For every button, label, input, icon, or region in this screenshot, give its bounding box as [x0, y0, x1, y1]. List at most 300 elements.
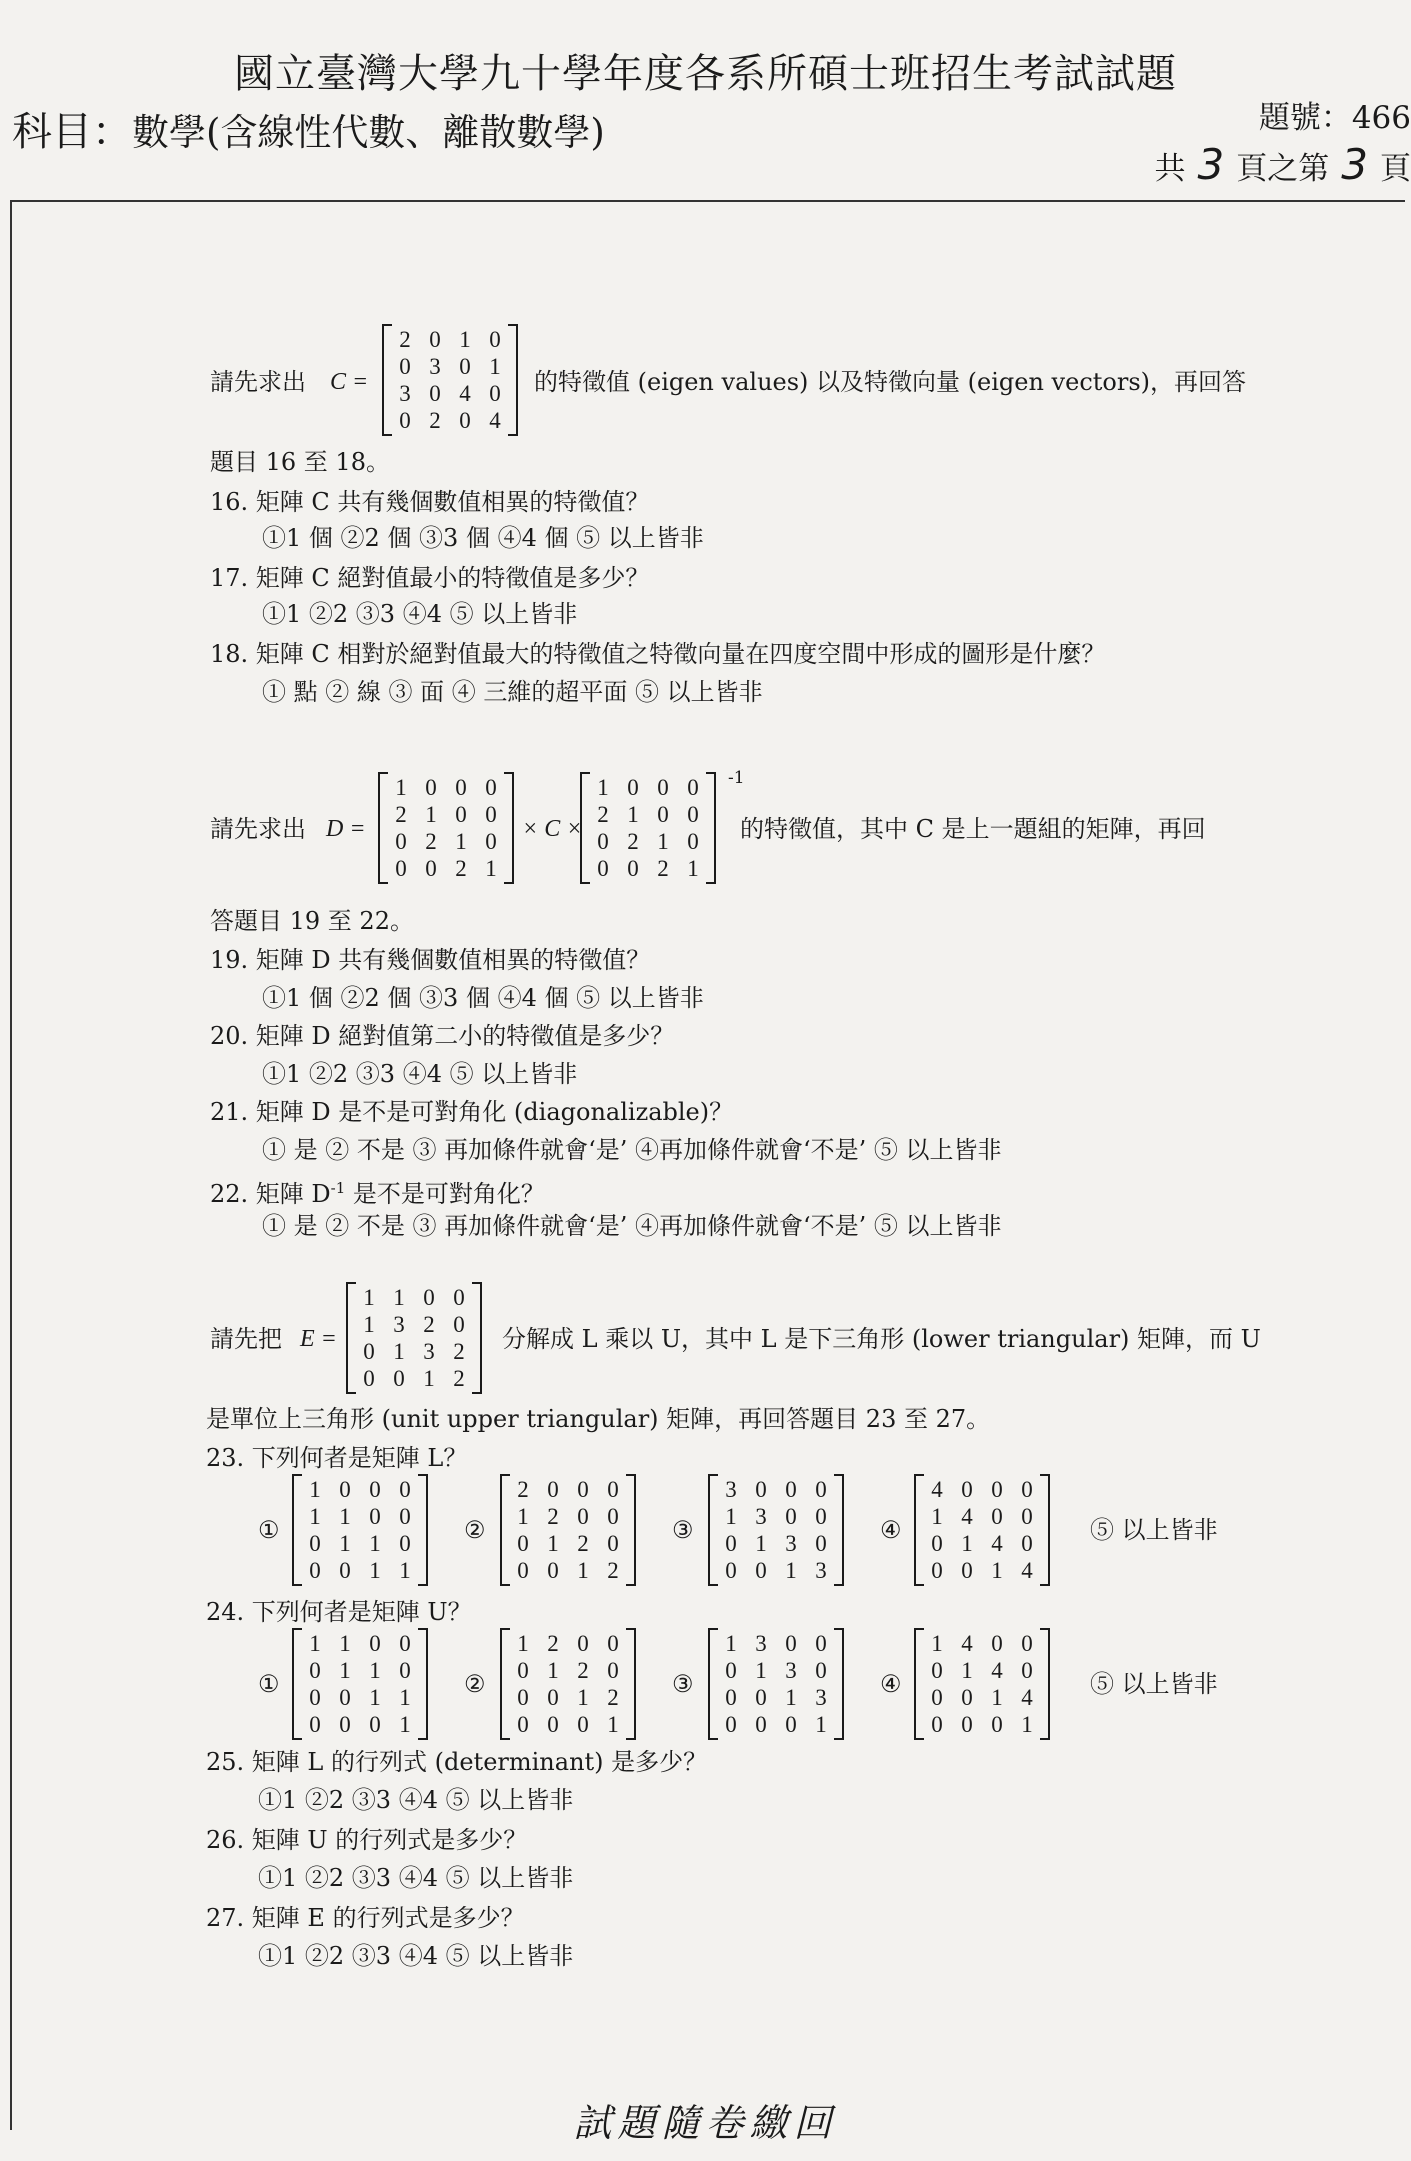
matrix-cell: 4 [991, 1657, 1003, 1683]
question-22 [210, 1172, 545, 1210]
matrix-cell: 1 [755, 1657, 767, 1683]
bracket-serif [380, 772, 388, 774]
q23-opt5: ⑤ 以上皆非 [1090, 1516, 1218, 1544]
matrix-cell: 0 [309, 1657, 321, 1683]
matrix-cell: 1 [1021, 1711, 1033, 1737]
question-22-options: ① 是 ② 不是 ③ 再加條件就會‘是’ ④再加條件就會‘不是’ ⑤ 以上皆非 [262, 1212, 1002, 1240]
bracket-serif [626, 1628, 634, 1630]
matrix-cell: 0 [339, 1684, 351, 1710]
matrix-cell: 3 [725, 1476, 737, 1502]
question-22-pre: 22. 矩陣 D [210, 1180, 331, 1208]
matrix-cell: 4 [991, 1530, 1003, 1556]
matrix-cell: 0 [485, 828, 497, 854]
matrix-cell: 1 [991, 1557, 1003, 1583]
matrix-cell: 4 [459, 380, 471, 406]
matrix-cell: 0 [577, 1630, 589, 1656]
bracket-serif [626, 1474, 634, 1476]
matrix-cell: 0 [725, 1557, 737, 1583]
matrix-cell: 0 [931, 1711, 943, 1737]
bracket-serif [626, 1584, 634, 1586]
matrix-cell: 4 [931, 1476, 943, 1502]
matrix-cell: 2 [577, 1530, 589, 1556]
bracket-serif [504, 882, 512, 884]
subject-label: 科目： [12, 109, 132, 155]
bracket-serif [710, 1628, 718, 1630]
matrix-cell: 1 [399, 1557, 411, 1583]
bracket-serif [418, 1474, 426, 1476]
matrix-cell: 0 [755, 1711, 767, 1737]
question-21-options: ① 是 ② 不是 ③ 再加條件就會‘是’ ④再加條件就會‘不是’ ⑤ 以上皆非 [262, 1136, 1002, 1164]
matrix-cell: 0 [309, 1557, 321, 1583]
matrix-cell: 0 [1021, 1530, 1033, 1556]
matrix-cell: 1 [547, 1657, 559, 1683]
question-16-options: ①1 個 ②2 個 ③3 個 ④4 個 ⑤ 以上皆非 [262, 524, 704, 552]
matrix-cell: 1 [369, 1684, 381, 1710]
bracket-serif [710, 1584, 718, 1586]
matrix-cell: 1 [363, 1311, 375, 1337]
matrix-cell: 0 [607, 1503, 619, 1529]
matrix-cell: 0 [363, 1338, 375, 1364]
matrix-cell: 0 [991, 1503, 1003, 1529]
matrix-cell: 1 [309, 1476, 321, 1502]
matrix-cell: 1 [339, 1530, 351, 1556]
pages-suffix: 頁 [1380, 151, 1411, 187]
c-intro-cont: 題目 16 至 18。 [210, 448, 390, 476]
matrix-e [346, 1282, 482, 1394]
matrix-cell: 1 [399, 1684, 411, 1710]
matrix-cell: 0 [755, 1476, 767, 1502]
pages-prefix: 共 [1154, 151, 1186, 187]
bracket-serif [1040, 1584, 1048, 1586]
q24-opt5: ⑤ 以上皆非 [1090, 1670, 1218, 1698]
question-25-options: ①1 ②2 ③3 ④4 ⑤ 以上皆非 [258, 1786, 574, 1814]
matrix-cell: 0 [547, 1476, 559, 1502]
question-22-sup: -1 [330, 1179, 346, 1197]
matrix-cell: 1 [369, 1657, 381, 1683]
matrix-cell: 0 [961, 1711, 973, 1737]
matrix-cell: 1 [339, 1657, 351, 1683]
matrix-cell: 0 [489, 326, 501, 352]
matrix-cell: 2 [627, 828, 639, 854]
matrix-cell: 0 [547, 1684, 559, 1710]
bracket-serif [418, 1738, 426, 1740]
matrix-cell: 0 [363, 1365, 375, 1391]
bracket-serif [626, 1738, 634, 1740]
matrix-cell: 1 [339, 1503, 351, 1529]
bracket-serif [916, 1584, 924, 1586]
bracket-serif [582, 882, 590, 884]
matrix-cell: 0 [755, 1557, 767, 1583]
matrix-cell: 1 [369, 1530, 381, 1556]
matrix-cell: 0 [785, 1503, 797, 1529]
matrix-cell: 0 [991, 1630, 1003, 1656]
matrix-cell: 3 [815, 1557, 827, 1583]
matrix-cell: 4 [489, 407, 501, 433]
matrix-cell: 0 [395, 828, 407, 854]
matrix-cell: 2 [547, 1503, 559, 1529]
question-26-options: ①1 ②2 ③3 ④4 ⑤ 以上皆非 [258, 1864, 574, 1892]
matrix-cell: 0 [453, 1311, 465, 1337]
matrix-cell: 0 [339, 1711, 351, 1737]
matrix-cell: 0 [369, 1503, 381, 1529]
matrix-cell: 1 [931, 1503, 943, 1529]
question-19-options: ①1 個 ②2 個 ③3 個 ④4 個 ⑤ 以上皆非 [262, 984, 704, 1012]
c-intro-pre: 請先求出 [210, 368, 306, 396]
q24-opt4-marker: ④ [880, 1670, 902, 1698]
matrix-cell: 0 [517, 1557, 529, 1583]
matrix-cell: 1 [687, 855, 699, 881]
matrix-cell: 4 [961, 1630, 973, 1656]
matrix-cell: 0 [725, 1711, 737, 1737]
question-code: 題號：466 [1258, 100, 1411, 136]
matrix-cell: 0 [725, 1684, 737, 1710]
matrix-cell: 0 [399, 353, 411, 379]
matrix-cell: 3 [785, 1657, 797, 1683]
question-24: 24. 下列何者是矩陣 U？ [206, 1598, 472, 1626]
matrix-cell: 0 [931, 1657, 943, 1683]
matrix-d-left [378, 772, 514, 884]
subject-line [12, 100, 605, 157]
bracket-serif [582, 772, 590, 774]
exam-title: 國立臺灣大學九十學年度各系所碩士班招生考試試題 [234, 51, 1177, 97]
matrix-cell: 4 [961, 1503, 973, 1529]
bracket-serif [916, 1474, 924, 1476]
question-17-options: ①1 ②2 ③3 ④4 ⑤ 以上皆非 [262, 600, 578, 628]
matrix-cell: 1 [725, 1630, 737, 1656]
matrix-cell: 0 [931, 1684, 943, 1710]
matrix-cell: 3 [755, 1503, 767, 1529]
subject-value: 數學(含線性代數、離散數學) [132, 111, 605, 154]
matrix-cell: 1 [395, 774, 407, 800]
matrix-cell: 3 [429, 353, 441, 379]
matrix-cell: 0 [485, 801, 497, 827]
q24-opt3-marker: ③ [672, 1670, 694, 1698]
matrix-cell: 1 [547, 1530, 559, 1556]
q24-matrix-4 [914, 1628, 1050, 1740]
pages-mid: 頁之第 [1236, 151, 1330, 187]
matrix-cell: 0 [517, 1711, 529, 1737]
matrix-cell: 0 [399, 1476, 411, 1502]
question-22-post: 是不是可對角化？ [345, 1180, 545, 1208]
question-20: 20. 矩陣 D 絕對值第二小的特徵值是多少？ [210, 1022, 675, 1050]
matrix-cell: 1 [785, 1557, 797, 1583]
bracket-serif [1040, 1474, 1048, 1476]
bracket-serif [710, 1738, 718, 1740]
matrix-cell: 0 [425, 774, 437, 800]
bracket-serif [294, 1628, 302, 1630]
q24-matrix-3 [708, 1628, 844, 1740]
matrix-cell: 0 [399, 1630, 411, 1656]
matrix-cell: 4 [1021, 1684, 1033, 1710]
q23-opt4-marker: ④ [880, 1516, 902, 1544]
matrix-cell: 0 [1021, 1630, 1033, 1656]
q23-matrix-3 [708, 1474, 844, 1586]
matrix-cell: 0 [453, 1284, 465, 1310]
matrix-cell: 1 [961, 1530, 973, 1556]
matrix-cell: 1 [485, 855, 497, 881]
matrix-cell: 0 [577, 1711, 589, 1737]
matrix-cell: 0 [687, 828, 699, 854]
matrix-cell: 3 [755, 1630, 767, 1656]
matrix-cell: 1 [489, 353, 501, 379]
matrix-cell: 0 [815, 1657, 827, 1683]
matrix-cell: 0 [785, 1711, 797, 1737]
bracket-serif [834, 1474, 842, 1476]
matrix-cell: 0 [815, 1476, 827, 1502]
matrix-cell: 0 [309, 1684, 321, 1710]
matrix-cell: 1 [961, 1657, 973, 1683]
e-symbol: E = [300, 1326, 337, 1352]
matrix-cell: 0 [429, 326, 441, 352]
bracket-serif [502, 1738, 510, 1740]
matrix-cell: 0 [607, 1530, 619, 1556]
matrix-cell: 1 [339, 1630, 351, 1656]
matrix-cell: 2 [577, 1657, 589, 1683]
matrix-cell: 0 [517, 1684, 529, 1710]
matrix-cell: 0 [1021, 1476, 1033, 1502]
question-26: 26. 矩陣 U 的行列式是多少？ [206, 1826, 528, 1854]
bracket-serif [834, 1738, 842, 1740]
q23-matrix-4 [914, 1474, 1050, 1586]
matrix-cell: 3 [393, 1311, 405, 1337]
bracket-serif [294, 1474, 302, 1476]
matrix-cell: 2 [429, 407, 441, 433]
d-intro-post: 的特徵值，其中 C 是上一題組的矩陣，再回 [740, 815, 1206, 843]
matrix-cell: 1 [517, 1630, 529, 1656]
c-symbol: C = [330, 369, 369, 395]
matrix-cell: 0 [459, 407, 471, 433]
matrix-cell: 1 [991, 1684, 1003, 1710]
matrix-cell: 0 [815, 1503, 827, 1529]
bracket-serif [834, 1584, 842, 1586]
matrix-cell: 1 [399, 1711, 411, 1737]
pages-current: 3 [1341, 140, 1368, 189]
matrix-cell: 3 [785, 1530, 797, 1556]
matrix-cell: 0 [577, 1476, 589, 1502]
matrix-cell: 1 [455, 828, 467, 854]
matrix-cell: 1 [393, 1284, 405, 1310]
matrix-cell: 0 [393, 1365, 405, 1391]
matrix-cell: 1 [517, 1503, 529, 1529]
bracket-serif [710, 1474, 718, 1476]
matrix-cell: 0 [597, 855, 609, 881]
matrix-cell: 0 [547, 1557, 559, 1583]
matrix-cell: 0 [577, 1503, 589, 1529]
q23-opt2-marker: ② [464, 1516, 486, 1544]
matrix-cell: 0 [369, 1630, 381, 1656]
bracket-serif [706, 772, 714, 774]
bracket-serif [384, 324, 392, 326]
matrix-cell: 1 [815, 1711, 827, 1737]
matrix-cell: 0 [627, 774, 639, 800]
matrix-cell: 1 [577, 1557, 589, 1583]
matrix-cell: 0 [931, 1530, 943, 1556]
matrix-c [382, 324, 518, 436]
matrix-cell: 0 [755, 1684, 767, 1710]
matrix-cell: 0 [991, 1711, 1003, 1737]
matrix-cell: 1 [309, 1630, 321, 1656]
matrix-cell: 0 [485, 774, 497, 800]
matrix-cell: 0 [607, 1476, 619, 1502]
matrix-cell: 0 [1021, 1657, 1033, 1683]
question-27-options: ①1 ②2 ③3 ④4 ⑤ 以上皆非 [258, 1942, 574, 1970]
d-times: × C × [522, 816, 583, 842]
matrix-cell: 1 [627, 801, 639, 827]
matrix-cell: 0 [607, 1657, 619, 1683]
q24-opt1-marker: ① [258, 1670, 280, 1698]
matrix-cell: 0 [597, 828, 609, 854]
bracket-serif [294, 1584, 302, 1586]
matrix-cell: 0 [339, 1476, 351, 1502]
question-27: 27. 矩陣 E 的行列式是多少？ [206, 1904, 525, 1932]
matrix-cell: 0 [657, 801, 669, 827]
bracket-serif [502, 1584, 510, 1586]
matrix-cell: 1 [459, 326, 471, 352]
matrix-cell: 2 [607, 1557, 619, 1583]
question-23: 23. 下列何者是矩陣 L？ [206, 1444, 468, 1472]
bracket-serif [706, 882, 714, 884]
bracket-serif [502, 1628, 510, 1630]
matrix-cell: 0 [687, 801, 699, 827]
matrix-d-right [580, 772, 716, 884]
matrix-cell: 1 [393, 1338, 405, 1364]
bracket-serif [418, 1628, 426, 1630]
matrix-cell: 0 [517, 1657, 529, 1683]
matrix-cell: 0 [657, 774, 669, 800]
bracket-serif [502, 1474, 510, 1476]
matrix-cell: 0 [395, 855, 407, 881]
matrix-cell: 0 [687, 774, 699, 800]
e-intro-pre: 請先把 [210, 1325, 282, 1353]
bracket-serif [508, 324, 516, 326]
question-18: 18. 矩陣 C 相對於絕對值最大的特徵值之特徵向量在四度空間中形成的圖形是什麼？ [210, 640, 1106, 668]
q23-opt1-marker: ① [258, 1516, 280, 1544]
question-16: 16. 矩陣 C 共有幾個數值相異的特徵值？ [210, 488, 650, 516]
matrix-cell: 0 [369, 1476, 381, 1502]
bracket-serif [916, 1738, 924, 1740]
matrix-cell: 0 [399, 1657, 411, 1683]
question-17: 17. 矩陣 C 絕對值最小的特徵值是多少？ [210, 564, 650, 592]
bracket-serif [418, 1584, 426, 1586]
matrix-cell: 2 [453, 1338, 465, 1364]
matrix-cell: 1 [309, 1503, 321, 1529]
matrix-cell: 1 [597, 774, 609, 800]
matrix-cell: 3 [423, 1338, 435, 1364]
question-19: 19. 矩陣 D 共有幾個數值相異的特徵值？ [210, 946, 651, 974]
matrix-cell: 0 [815, 1630, 827, 1656]
matrix-cell: 0 [455, 801, 467, 827]
bracket-serif [348, 1282, 356, 1284]
matrix-cell: 2 [453, 1365, 465, 1391]
matrix-cell: 0 [399, 1530, 411, 1556]
question-21: 21. 矩陣 D 是不是可對角化 (diagonalizable)？ [210, 1098, 734, 1126]
matrix-cell: 2 [425, 828, 437, 854]
matrix-cell: 0 [369, 1711, 381, 1737]
matrix-cell: 1 [369, 1557, 381, 1583]
matrix-cell: 1 [363, 1284, 375, 1310]
matrix-cell: 0 [961, 1476, 973, 1502]
matrix-cell: 1 [425, 801, 437, 827]
matrix-cell: 0 [991, 1476, 1003, 1502]
q24-matrix-2 [500, 1628, 636, 1740]
footer-note: 試題隨卷繳回 [573, 2101, 838, 2145]
matrix-cell: 0 [1021, 1503, 1033, 1529]
matrix-cell: 0 [607, 1630, 619, 1656]
bracket-serif [834, 1628, 842, 1630]
matrix-cell: 0 [425, 855, 437, 881]
matrix-cell: 0 [399, 1503, 411, 1529]
bracket-serif [1040, 1738, 1048, 1740]
matrix-cell: 0 [961, 1557, 973, 1583]
bracket-serif [508, 434, 516, 436]
bracket-serif [472, 1282, 480, 1284]
question-25: 25. 矩陣 L 的行列式 (determinant) 是多少？ [206, 1748, 708, 1776]
matrix-cell: 0 [399, 407, 411, 433]
bracket-serif [1040, 1628, 1048, 1630]
matrix-cell: 0 [339, 1557, 351, 1583]
d-intro-cont: 答題目 19 至 22。 [210, 907, 414, 935]
matrix-cell: 0 [309, 1530, 321, 1556]
matrix-cell: 0 [423, 1284, 435, 1310]
matrix-cell: 2 [607, 1684, 619, 1710]
matrix-cell: 1 [607, 1711, 619, 1737]
matrix-cell: 2 [547, 1630, 559, 1656]
matrix-cell: 2 [597, 801, 609, 827]
pages-total: 3 [1197, 140, 1225, 189]
c-intro-post: 的特徵值 (eigen values) 以及特徵向量 (eigen vectors)，再回答 [534, 368, 1247, 396]
matrix-cell: 1 [657, 828, 669, 854]
q23-matrix-1 [292, 1474, 428, 1586]
matrix-cell: 0 [455, 774, 467, 800]
matrix-cell: 0 [517, 1530, 529, 1556]
e-intro-cont: 是單位上三角形 (unit upper triangular) 矩陣，再回答題目 23 至 27。 [206, 1405, 991, 1433]
matrix-cell: 1 [755, 1530, 767, 1556]
matrix-cell: 0 [459, 353, 471, 379]
matrix-cell: 1 [423, 1365, 435, 1391]
matrix-cell: 0 [489, 380, 501, 406]
d-inverse-sup: -1 [728, 768, 745, 788]
bracket-serif [504, 772, 512, 774]
q24-matrix-1 [292, 1628, 428, 1740]
matrix-cell: 3 [399, 380, 411, 406]
bracket-serif [294, 1738, 302, 1740]
matrix-cell: 4 [1021, 1557, 1033, 1583]
matrix-cell: 0 [547, 1711, 559, 1737]
matrix-cell: 0 [309, 1711, 321, 1737]
matrix-cell: 1 [785, 1684, 797, 1710]
matrix-cell: 0 [627, 855, 639, 881]
matrix-cell: 2 [657, 855, 669, 881]
q23-matrix-2 [500, 1474, 636, 1586]
matrix-cell: 2 [517, 1476, 529, 1502]
bracket-serif [348, 1392, 356, 1394]
matrix-cell: 1 [931, 1630, 943, 1656]
matrix-cell: 3 [815, 1684, 827, 1710]
bracket-serif [380, 882, 388, 884]
matrix-cell: 2 [395, 801, 407, 827]
matrix-cell: 0 [931, 1557, 943, 1583]
question-20-options: ①1 ②2 ③3 ④4 ⑤ 以上皆非 [262, 1060, 578, 1088]
question-18-options: ① 點 ② 線 ③ 面 ④ 三維的超平面 ⑤ 以上皆非 [262, 678, 763, 706]
matrix-cell: 2 [423, 1311, 435, 1337]
d-symbol: D = [326, 816, 366, 842]
matrix-cell: 0 [785, 1630, 797, 1656]
matrix-cell: 0 [815, 1530, 827, 1556]
q24-opt2-marker: ② [464, 1670, 486, 1698]
page-indicator [1155, 140, 1411, 189]
matrix-cell: 0 [429, 380, 441, 406]
matrix-cell: 0 [725, 1657, 737, 1683]
